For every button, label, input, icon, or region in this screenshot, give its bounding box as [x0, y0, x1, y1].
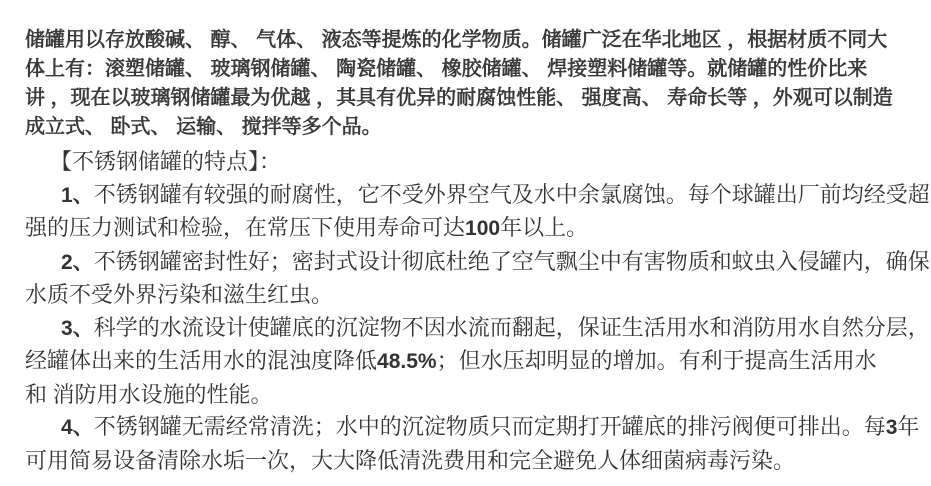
intro-line-4: 成立式、 卧式、 运输、 搅拌等多个品。 [25, 116, 382, 138]
item-1-number: 1、 [61, 183, 94, 207]
feature-item-1-line-1 [25, 179, 930, 213]
feature-item-1-line-2 [25, 212, 907, 246]
features-heading: 【不锈钢储罐的特点】： [50, 149, 282, 174]
text-segment: 科学的水流设计使罐底的沉淀物不因水流而翻起，保证生活用水和消防用水自然分层， [93, 314, 930, 340]
intro-line-2: 体上有：滚塑储罐、 玻璃钢储罐、 陶瓷储罐、 橡胶储罐、 焊接塑料储罐等。就储罐的性价比来 [25, 58, 868, 80]
intro-line-3: 讲 ，现在以玻璃钢储罐最为优越 ，其具有优异的耐腐蚀性能、 强度高、 寿命长等 ，外观可以制造 [25, 87, 893, 109]
feature-item-3-line-2 [25, 345, 907, 379]
text-segment: ；但水压却明显的增加。有利于提高生活用水 [436, 348, 877, 373]
text-segment: 和 消防用水设施的性能。 [25, 381, 273, 407]
text-segment: 可用简易设备清除水垢一次，大大降低清洗费用和完全避免人体细菌病毒污染。 [25, 447, 796, 473]
text-segment: 水质不受外界污染和滋生红虫。 [25, 282, 334, 307]
item-4-number: 4、 [61, 416, 94, 439]
text-segment: 不锈钢罐密封性好；密封式设计彻底杜绝了空气飘尘中有害物质和蚊虫入侵罐内，确保 [93, 248, 930, 274]
item-3-number: 3、 [61, 316, 94, 340]
bold-value-years: 100 [465, 217, 501, 240]
intro-line-1: 储罐用以存放酸碱、 醇、 气体、 液态等提炼的化学物质。储罐广泛在华北地区 ，根据材质不同大 [25, 29, 888, 51]
text-segment: 强的压力测试和检验，在常压下使用寿命可达 [25, 215, 466, 240]
feature-item-3-line-3 [25, 379, 907, 412]
features-section [25, 146, 930, 477]
feature-item-2-line-2 [25, 279, 907, 312]
intro-paragraph [25, 26, 907, 142]
text-segment: 经罐体出来的生活用水的混浊度降低 [25, 348, 378, 373]
item-2-number: 2、 [61, 250, 94, 274]
feature-item-2-line-1 [25, 246, 930, 280]
bold-value-percent: 48.5% [377, 350, 437, 373]
feature-item-4-line-2 [25, 445, 907, 478]
text-segment: 年以上。 [500, 215, 589, 240]
bold-value-interval: 3 [885, 416, 898, 439]
feature-item-4-line-1 [25, 411, 920, 445]
feature-item-3-line-1 [25, 312, 930, 346]
text-segment: 不锈钢罐无需经常清洗；水中的沉淀物质只而定期打开罐底的排污阀便可排出。每 [93, 414, 886, 439]
text-segment: 年 [897, 414, 920, 439]
text-segment: 不锈钢罐有较强的耐腐性，它不受外界空气及水中余氯腐蚀。每个球罐出厂前均经受超 [93, 181, 930, 207]
